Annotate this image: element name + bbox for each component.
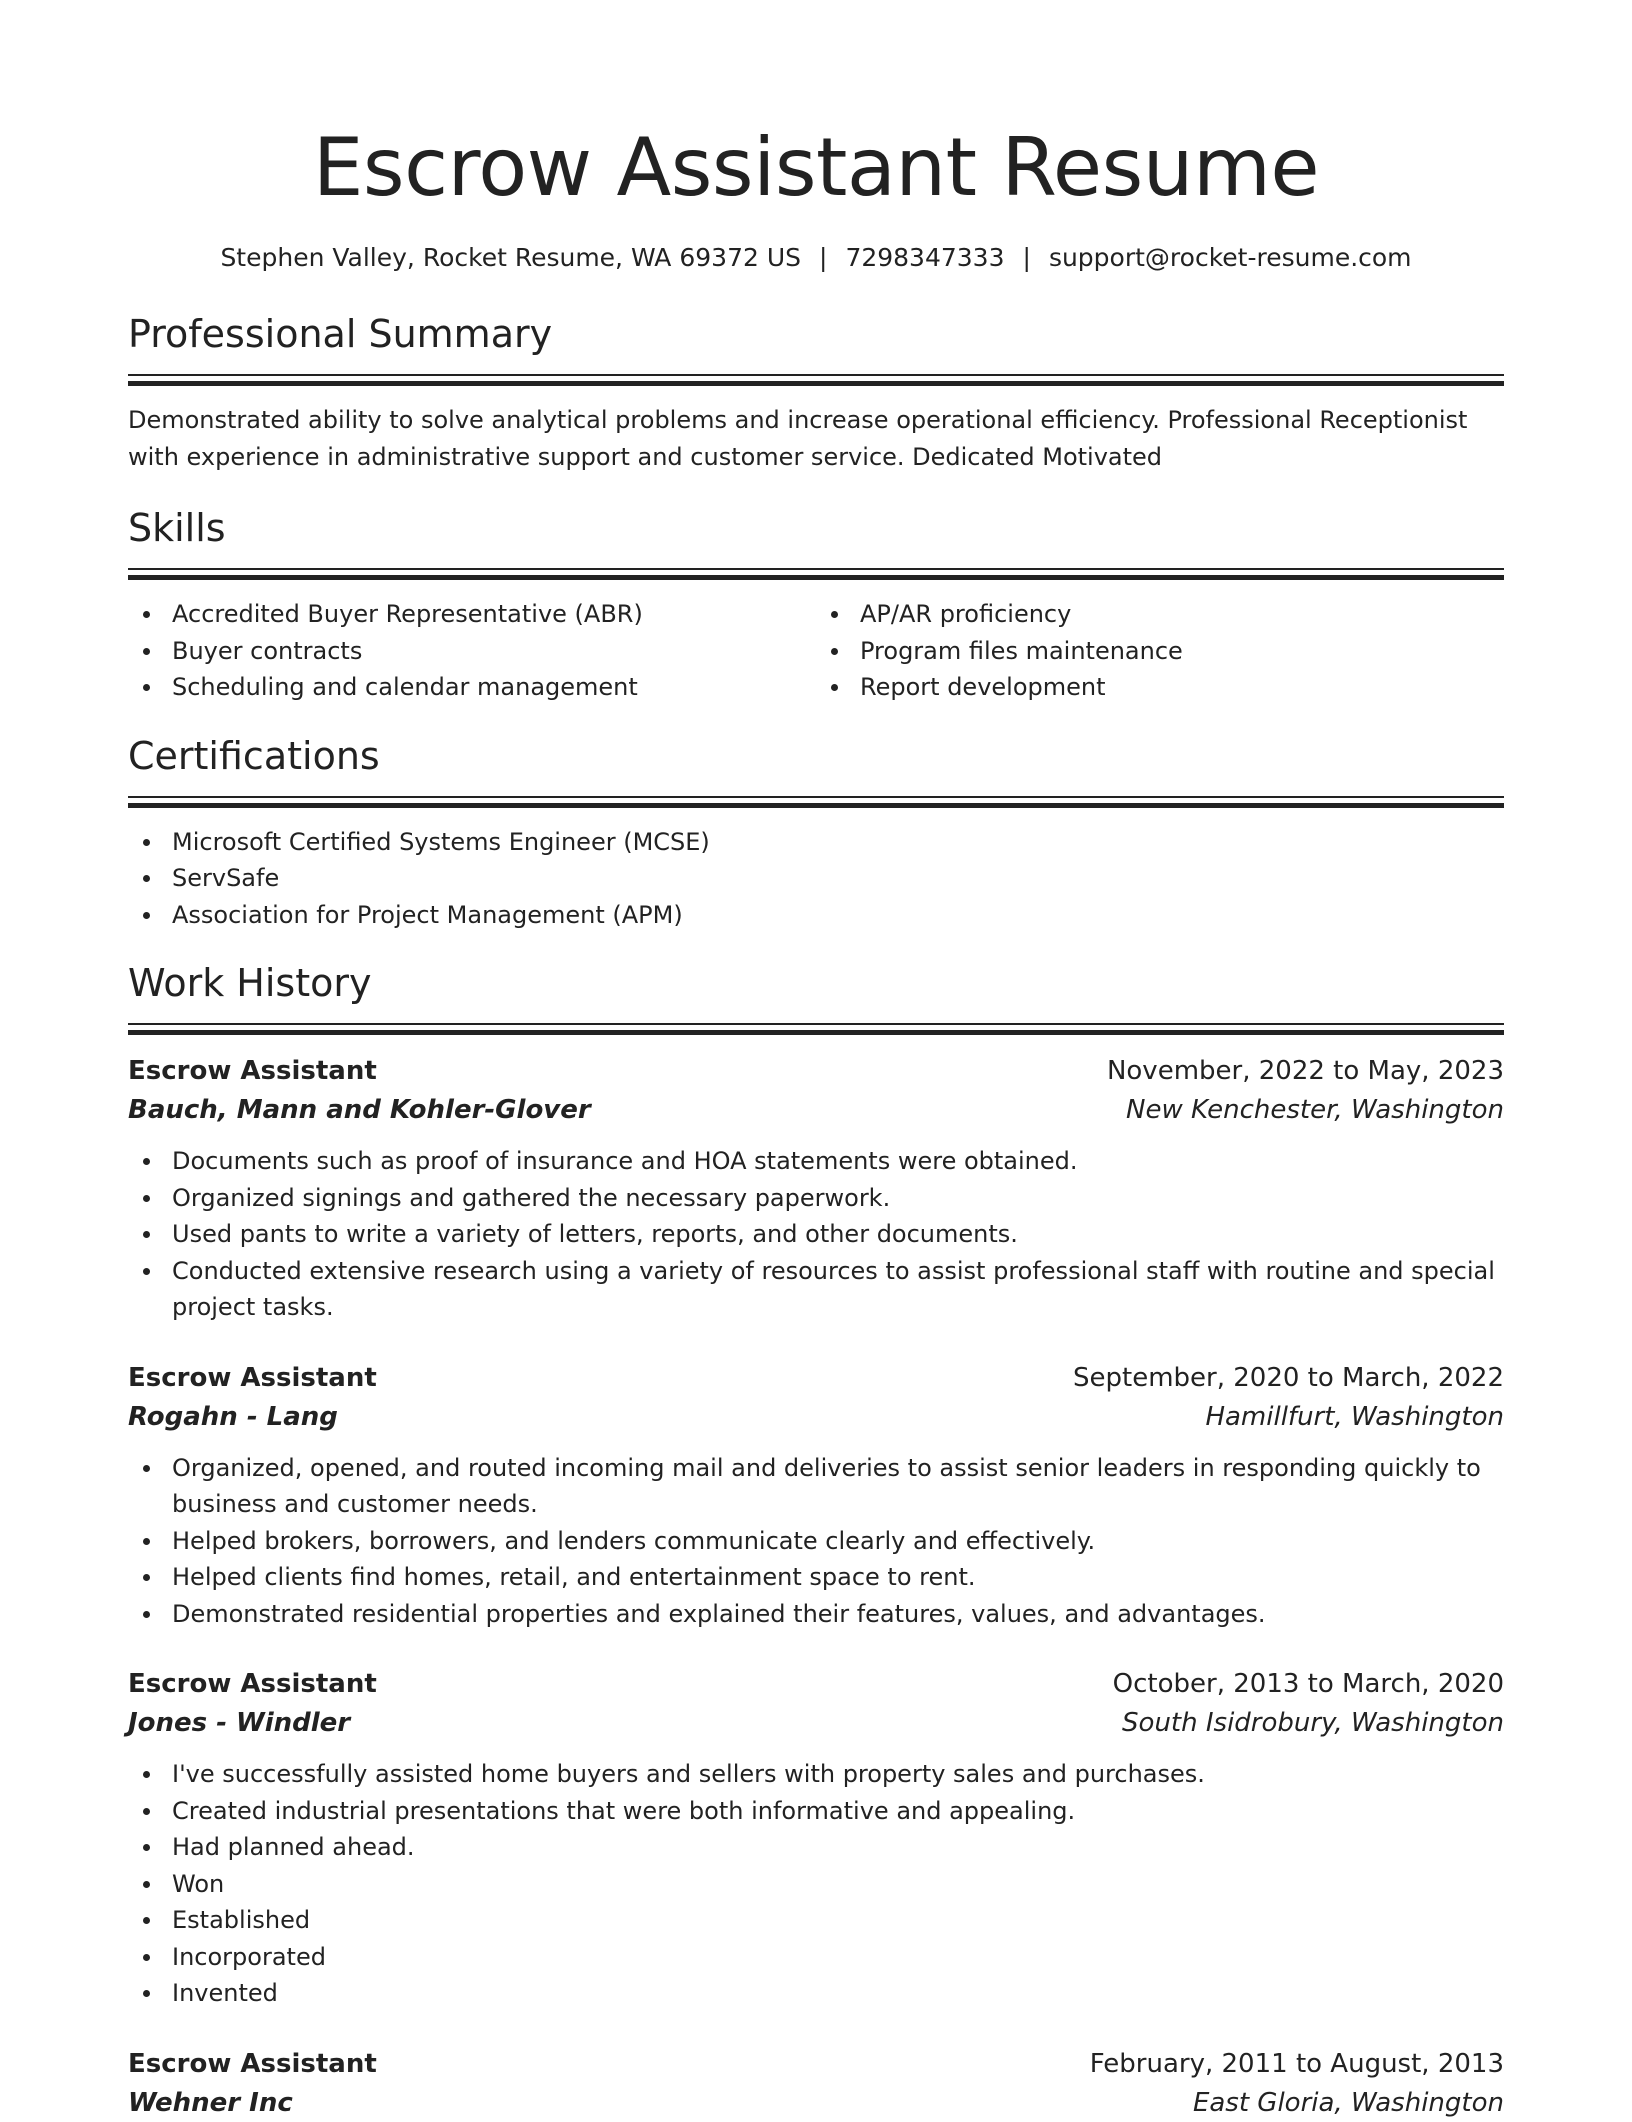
job-header-row (128, 1664, 1504, 1704)
job-entry (128, 1358, 1504, 1633)
contact-address: Stephen Valley, Rocket Resume, WA 69372 US (220, 243, 801, 272)
contact-phone: 7298347333 (845, 243, 1005, 272)
skills-grid (128, 596, 1504, 706)
job-bullet: Helped brokers, borrowers, and lenders communicate clearly and effectively. (128, 1523, 1504, 1560)
job-dates: February, 2011 to August, 2013 (1089, 2048, 1504, 2079)
job-dates: November, 2022 to May, 2023 (1106, 1056, 1504, 1086)
job-location: New Kenchester, Washington (1126, 1095, 1504, 1125)
job-bullet: Established (128, 1902, 1504, 1939)
summary-section (128, 308, 1504, 476)
certifications-list (128, 824, 1504, 934)
certification-item: Association for Project Management (APM) (128, 897, 1504, 934)
job-bullet: Demonstrated residential properties and explained their features, values, and advantages. (128, 1596, 1504, 1633)
job-bullet: Won (128, 1866, 1504, 1903)
resume-title: Escrow Assistant Resume (312, 121, 1320, 214)
skill-item: Scheduling and calendar management (128, 669, 816, 706)
job-title: Escrow Assistant (128, 2048, 377, 2079)
job-company: Rogahn - Lang (128, 1401, 338, 1432)
job-bullet: Helped clients find homes, retail, and entertainment space to rent. (128, 1559, 1504, 1596)
job-company: Jones - Windler (128, 1708, 351, 1738)
work-history-section (128, 957, 1504, 2122)
section-divider (128, 374, 1504, 386)
skill-item: Program files maintenance (816, 633, 1504, 670)
job-bullet: Conducted extensive research using a variety of resources to assist professional staff with routine and special project tasks. (128, 1253, 1504, 1326)
job-title: Escrow Assistant (128, 1669, 377, 1699)
job-location: South Isidrobury, Washington (1122, 1708, 1504, 1738)
job-entry (128, 1664, 1504, 2012)
section-title-skills: Skills (128, 506, 226, 550)
job-entry (128, 1051, 1504, 1326)
job-bullet: Invented (128, 1975, 1504, 2012)
job-bullet: Documents such as proof of insurance and HOA statements were obtained. (128, 1143, 1504, 1180)
skills-list-right (816, 596, 1504, 706)
job-dates: September, 2020 to March, 2022 (1073, 1362, 1504, 1393)
job-bullet: Organized, opened, and routed incoming mail and deliveries to assist senior leaders in responding quickly to business and customer needs. (128, 1450, 1504, 1523)
certification-item: ServSafe (128, 860, 1504, 897)
section-divider (128, 568, 1504, 580)
job-bullet: Incorporated (128, 1939, 1504, 1976)
job-bullets (128, 1756, 1504, 2012)
section-title-summary: Professional Summary (128, 312, 553, 356)
job-bullet: I've successfully assisted home buyers and sellers with property sales and purchases. (128, 1756, 1504, 1793)
job-company-row (128, 1398, 1504, 1436)
contact-separator: | (819, 243, 828, 272)
section-divider (128, 796, 1504, 808)
job-bullet: Used pants to write a variety of letters, reports, and other documents. (128, 1216, 1504, 1253)
skills-section (128, 502, 1504, 706)
job-header-row (128, 2044, 1504, 2084)
contact-email: support@rocket-resume.com (1048, 243, 1412, 272)
job-title: Escrow Assistant (128, 1362, 377, 1393)
job-location: East Gloria, Washington (1192, 2087, 1504, 2118)
summary-text: Demonstrated ability to solve analytical problems and increase operational efficiency. Professional Receptionist with experience in administrative support and customer service. Dedicated Motivated (128, 406, 1468, 471)
skill-item: AP/AR proficiency (816, 596, 1504, 633)
job-dates: October, 2013 to March, 2020 (1112, 1669, 1504, 1699)
certification-item: Microsoft Certified Systems Engineer (MCSE) (128, 824, 1504, 861)
section-title-work-history: Work History (128, 961, 372, 1005)
job-company: Wehner Inc (128, 2087, 293, 2118)
job-company-row (128, 2084, 1504, 2122)
job-company-row (128, 1091, 1504, 1129)
skills-list-left (128, 596, 816, 706)
job-bullet: Created industrial presentations that were both informative and appealing. (128, 1793, 1504, 1830)
contact-separator: | (1022, 243, 1031, 272)
skill-item: Buyer contracts (128, 633, 816, 670)
certifications-section (128, 730, 1504, 934)
job-header-row (128, 1358, 1504, 1398)
job-entry (128, 2044, 1504, 2122)
section-title-certifications: Certifications (128, 733, 380, 778)
job-bullets (128, 1143, 1504, 1326)
job-bullets (128, 1450, 1504, 1633)
job-company: Bauch, Mann and Kohler-Glover (128, 1095, 591, 1125)
contact-line (128, 240, 1504, 276)
job-title: Escrow Assistant (128, 1056, 377, 1086)
job-bullet: Had planned ahead. (128, 1829, 1504, 1866)
skill-item: Accredited Buyer Representative (ABR) (128, 596, 816, 633)
section-divider (128, 1023, 1504, 1035)
skill-item: Report development (816, 669, 1504, 706)
job-company-row (128, 1704, 1504, 1742)
job-location: Hamillfurt, Washington (1205, 1401, 1504, 1432)
job-bullet: Organized signings and gathered the necessary paperwork. (128, 1180, 1504, 1217)
job-header-row (128, 1051, 1504, 1091)
